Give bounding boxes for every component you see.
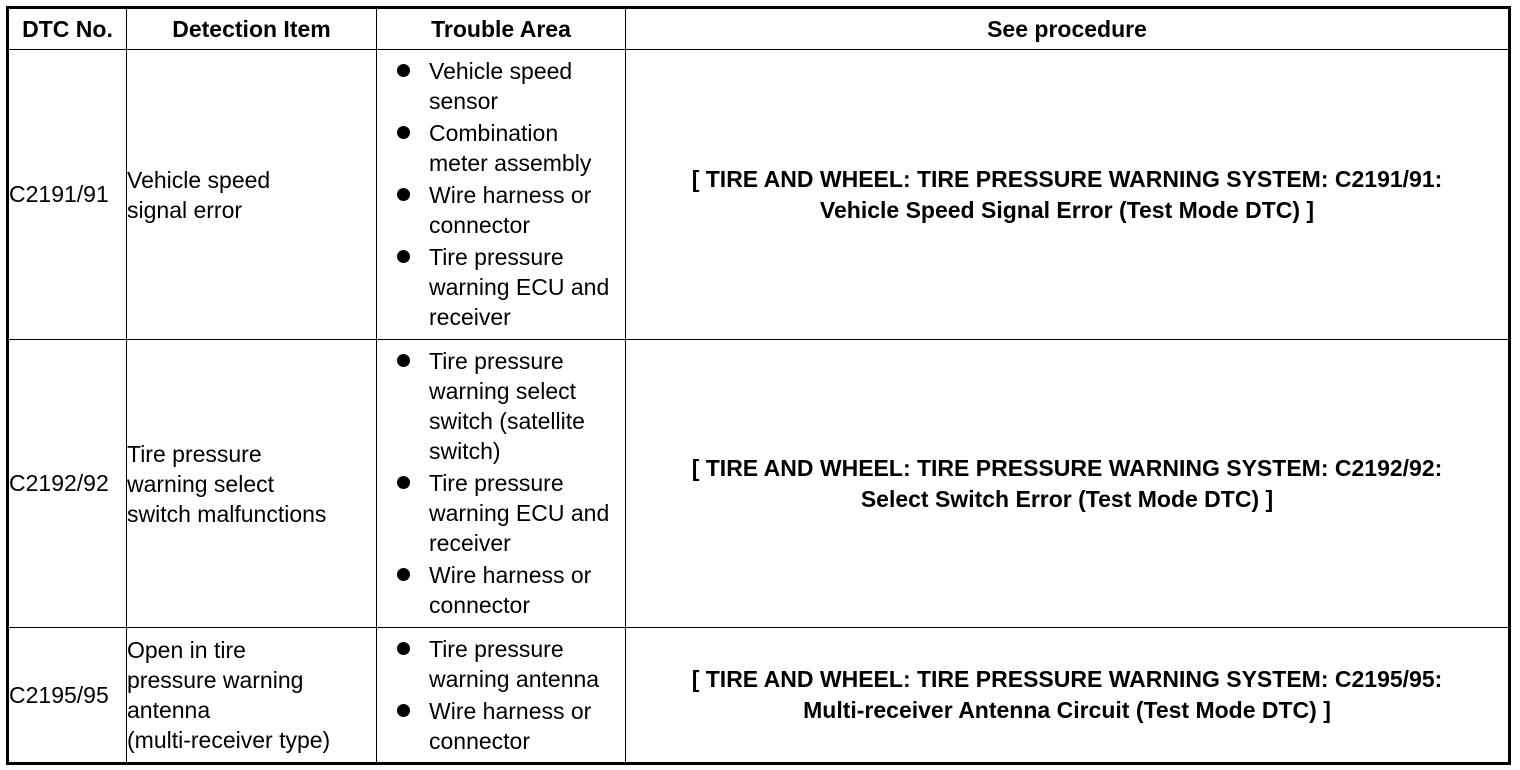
procedure-line: [ TIRE AND WHEEL: TIRE PRESSURE WARNING SYSTEM: C2195/95: — [691, 666, 1443, 692]
table-row — [8, 628, 1510, 764]
trouble-area-line: Wire harness or — [429, 697, 592, 724]
bullet-icon — [397, 642, 410, 655]
trouble-area — [377, 50, 626, 340]
trouble-area-item — [377, 118, 625, 178]
trouble-area-line: Tire pressure — [429, 244, 564, 270]
procedure-line: Multi-receiver Antenna Circuit (Test Mode DTC) ] — [803, 697, 1331, 723]
trouble-area-line: meter assembly — [429, 150, 592, 176]
dtc-code: C2195/95 — [8, 628, 127, 764]
procedure-line: Select Switch Error (Test Mode DTC) ] — [860, 485, 1274, 512]
trouble-area-item — [377, 346, 625, 466]
detection-line: switch malfunctions — [127, 500, 327, 527]
table-row — [8, 340, 1510, 628]
trouble-area-line: Tire pressure — [429, 635, 564, 662]
header-see-procedure: See procedure — [626, 8, 1510, 50]
procedure-link[interactable] — [626, 50, 1510, 340]
detection-line: warning select — [127, 470, 275, 497]
trouble-area — [377, 628, 626, 764]
bullet-icon — [397, 704, 410, 717]
header-trouble-area: Trouble Area — [377, 8, 626, 50]
detection-line: Tire pressure — [127, 440, 262, 467]
procedure-line: [ TIRE AND WHEEL: TIRE PRESSURE WARNING SYSTEM: C2192/92: — [691, 454, 1443, 481]
trouble-area-item — [377, 180, 625, 240]
procedure-link[interactable] — [626, 340, 1510, 628]
trouble-area-line: warning ECU and — [429, 500, 610, 526]
detection-item — [127, 50, 377, 340]
trouble-area-item — [377, 696, 625, 756]
trouble-area-line: warning ECU and — [429, 274, 610, 300]
bullet-icon — [397, 354, 410, 367]
trouble-area-line: Tire pressure — [429, 470, 564, 496]
trouble-area-line: connector — [429, 727, 531, 754]
bullet-icon — [397, 64, 410, 77]
trouble-area-line: receiver — [429, 304, 511, 330]
detection-line: Open in tire — [127, 637, 246, 663]
detection-line: antenna — [127, 697, 211, 723]
trouble-area-line: connector — [429, 212, 531, 238]
trouble-area-item — [377, 560, 625, 620]
header-dtc-no: DTC No. — [8, 8, 127, 50]
trouble-area-line: Wire harness or — [429, 182, 592, 208]
trouble-area-line: switch (satellite — [429, 408, 585, 434]
bullet-icon — [397, 568, 410, 581]
bullet-icon — [397, 250, 410, 263]
trouble-area-line: Combination — [429, 120, 559, 146]
procedure-line: [ TIRE AND WHEEL: TIRE PRESSURE WARNING SYSTEM: C2191/91: — [691, 165, 1443, 192]
detection-line: Vehicle speed — [127, 166, 271, 193]
bullet-icon — [397, 188, 410, 201]
detection-line: signal error — [127, 196, 243, 223]
trouble-area-item — [377, 242, 625, 332]
trouble-area-line: sensor — [429, 88, 499, 114]
trouble-area-item — [377, 56, 625, 116]
dtc-code: C2191/91 — [8, 50, 127, 340]
detection-item — [127, 628, 377, 764]
trouble-area-line: warning antenna — [429, 665, 600, 692]
trouble-area-list — [377, 634, 625, 756]
trouble-area-line: receiver — [429, 530, 511, 556]
table-row — [8, 50, 1510, 340]
procedure-link[interactable] — [626, 628, 1510, 764]
dtc-code: C2192/92 — [8, 340, 127, 628]
trouble-area-line: Tire pressure — [429, 348, 564, 374]
bullet-icon — [397, 476, 410, 489]
trouble-area-item — [377, 634, 625, 694]
detection-item — [127, 340, 377, 628]
trouble-area-list — [377, 346, 625, 620]
bullet-icon — [397, 126, 410, 139]
trouble-area-line: Vehicle speed — [429, 58, 573, 84]
detection-line: (multi-receiver type) — [127, 727, 331, 753]
detection-line: pressure warning — [127, 667, 304, 693]
procedure-line: Vehicle Speed Signal Error (Test Mode DTC) ] — [819, 196, 1315, 223]
trouble-area-line: warning select — [429, 378, 577, 404]
trouble-area — [377, 340, 626, 628]
trouble-area-line: switch) — [429, 438, 501, 464]
table-header-row — [8, 8, 1510, 50]
trouble-area-item — [377, 468, 625, 558]
dtc-table — [6, 6, 1511, 765]
header-detection-item: Detection Item — [127, 8, 377, 50]
trouble-area-list — [377, 56, 625, 332]
trouble-area-line: Wire harness or — [429, 562, 592, 588]
trouble-area-line: connector — [429, 592, 531, 618]
